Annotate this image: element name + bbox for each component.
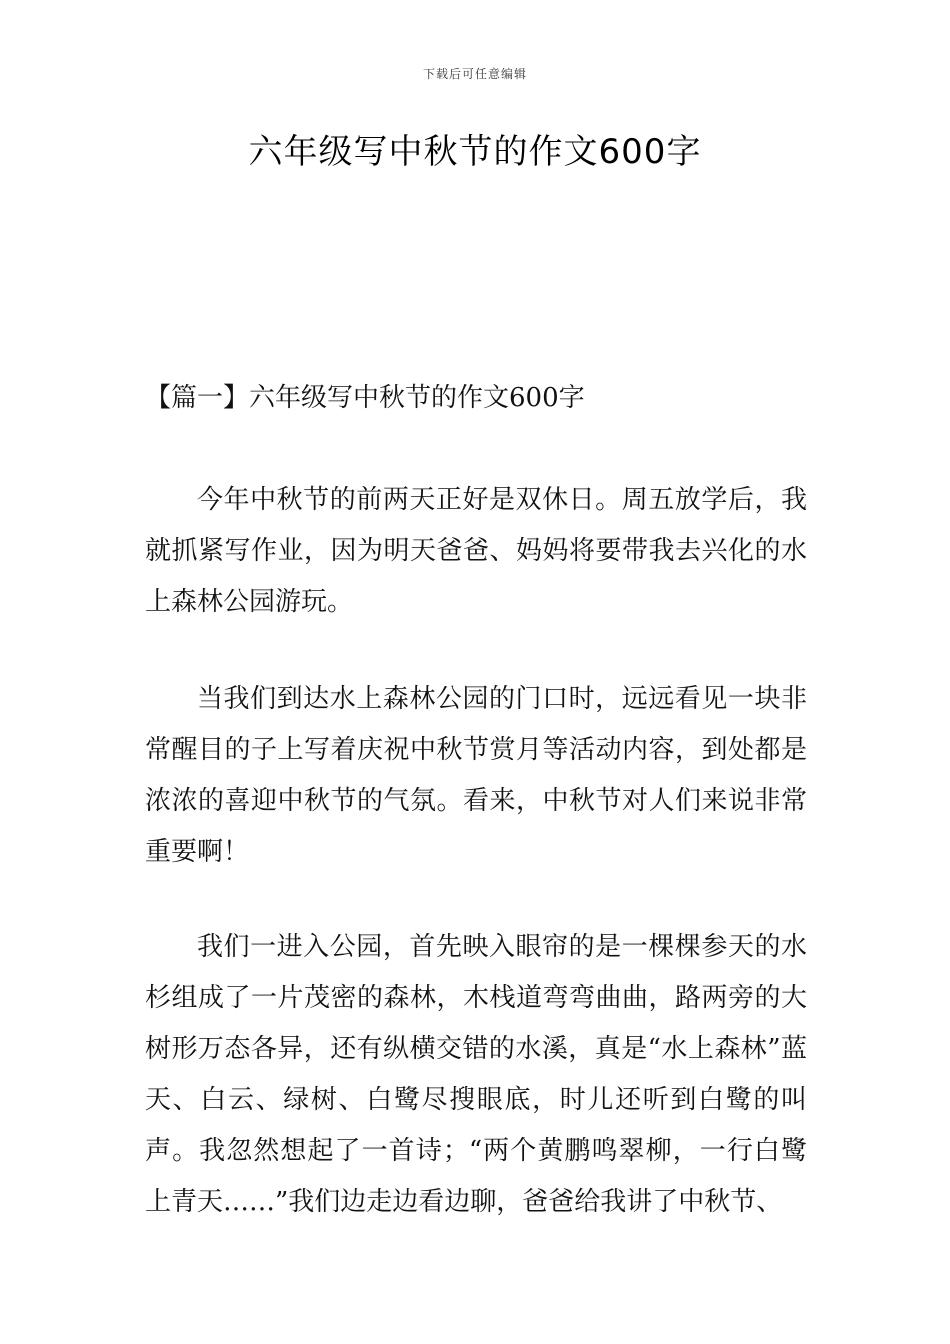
header-note: 下载后可任意编辑 — [422, 67, 527, 81]
paragraph-1: 今年中秋节的前两天正好是双休日。周五放学后，我就抓紧写作业，因为明天爸爸、妈妈将要带我去兴化的水上森林公园游玩。 — [145, 485, 807, 617]
section-heading: 【篇一】六年级写中秋节的作文600字 — [145, 383, 585, 413]
paragraph-3: 我们一进入公园，首先映入眼帘的是一棵棵参天的水杉组成了一片茂密的森林，木栈道弯弯曲曲，路两旁的大树形万态各异，还有纵横交错的水溪，真是“水上森林”蓝天、白云、绿树、白鹭尽搜眼底，时儿还听到白鹭的叫声。我忽然想起了一首诗；“两个黄鹏鸣翠柳，一行白鹭上青天……”我们边走边看边聊，爸爸给我讲了中秋节、 — [145, 932, 807, 1217]
document-title: 六年级写中秋节的作文600字 — [248, 132, 702, 172]
paragraph-2: 当我们到达水上森林公园的门口时，远远看见一块非常醒目的子上写着庆祝中秋节赏月等活动内容，到处都是浓浓的喜迎中秋节的气氛。看来，中秋节对人们来说非常重要啊！ — [145, 684, 807, 867]
